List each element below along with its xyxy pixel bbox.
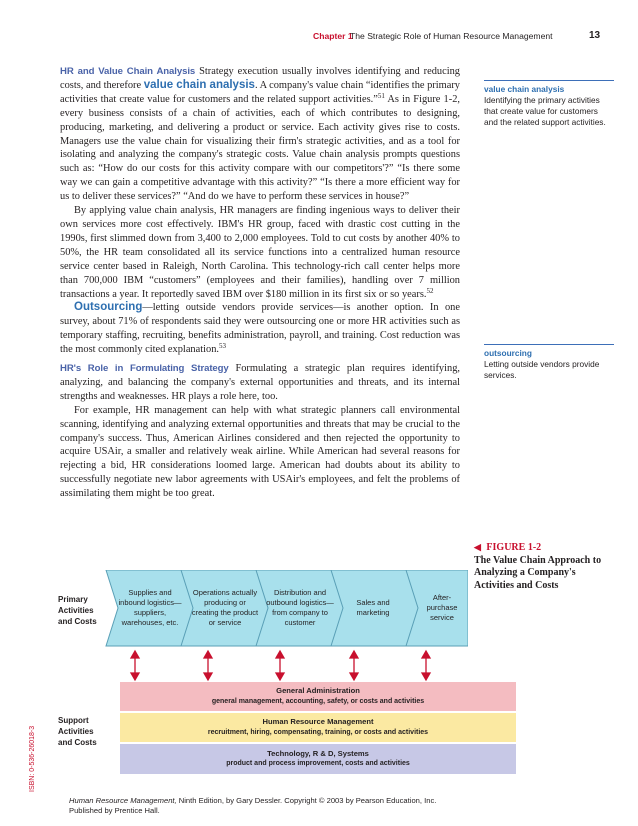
activity-sales: Sales and marketing (356, 598, 390, 617)
figure-caption (474, 541, 614, 592)
activity-operations: Operations actually producing or creating the product or service (191, 588, 259, 627)
glossary-entry-value-chain-analysis (484, 80, 614, 128)
support-title: Technology, R & D, Systems (267, 748, 369, 758)
text-run: Strategy execution usually involves identifying and reducing costs, and therefore (60, 66, 460, 91)
key-term-outsourcing: Outsourcing (74, 301, 143, 314)
support-general-administration (120, 682, 516, 711)
support-activities-label: Support Activities and Costs (58, 716, 97, 747)
activity-after-purchase: After-purchase service (426, 593, 458, 622)
footer-book-title: Human Resource Management, (69, 796, 177, 805)
glossary-term: outsourcing (484, 348, 532, 358)
footnote-ref: 53 (219, 342, 227, 351)
text-run: —letting outside vendors provide services—is another option. In one survey, about 71% of respondents said they were outsourcing one or more HR activities such as temporary staffing, recruiting, benefits administration, payroll, and training. Cost reduction was the most commonly cited explanation. (60, 302, 460, 356)
footer-citation: Ninth Edition, by Gary Dessler. Copyright © 2003 by Pearson Education, Inc. (178, 796, 437, 805)
chapter-label: Chapter 1 (313, 31, 353, 41)
glossary-definition: Identifying the primary activities that create value for customers and the related support activities. (484, 95, 606, 127)
running-head (0, 31, 638, 45)
text-run: As in Figure 1-2, every business consists of a chain of activities, each of which contributes to designing, producing, marketing, and delivering a product or service. Each activity gives rise to costs. Managers use the value chain for visualizing their firm's strategic activities, and as a tool for isolating and analyzing the company's strategic costs. Value chain analysis prompts questions such as: “How do our costs for this activity compare with our competitors'?” “Is there some way we can gain a competitive advantage with this activity?” “Is there a more efficient way for us to deliver these services?” “And do we have to perform these services in house?” (60, 93, 460, 203)
paragraph (60, 301, 460, 357)
support-detail: general management, accounting, safety, or costs and activities (211, 697, 425, 705)
paragraph (60, 362, 460, 404)
support-detail: product and process improvement, costs and activities (226, 760, 410, 767)
activity-supplies: Supplies and inbound logistics— suppliers, warehouses, etc. (118, 588, 182, 627)
text-run: By applying value chain analysis, HR managers are finding ingenious ways to deliver their own services more cost effectively. IBM's HR group, faced with drastic cost cutting in the 1990s, first slimmed down from 3,400 to 2,000 employees. Told to cut costs by another 40% to 50%, the HR team consolidated all its service functions into a centralized human resource service center based in Raleigh, North Carolina. This technology-rich call center helps more than 700,000 IBM “customers” (employees and their families), handling over 7 million transactions a year. It reportedly saved IBM over $180 million in its first six or so years. (60, 205, 460, 300)
glossary-definition: Letting outside vendors provide services. (484, 359, 600, 380)
support-technology (120, 744, 516, 774)
figure-title: The Value Chain Approach to Analyzing a Company's Activities and Costs (474, 554, 602, 591)
primary-activities-label: Primary Activities and Costs (58, 595, 97, 626)
support-title: Human Resource Management (262, 717, 374, 726)
caption-arrow-icon: ◀ (474, 542, 481, 552)
page-number: 13 (589, 30, 601, 41)
support-title: General Administration (276, 686, 360, 695)
text-run: Formulating a strategic plan requires identifying, analyzing, and balancing the company's external opportunities and threats, and its internal strengths and weaknesses. HR plays a role here, too. (60, 363, 461, 402)
paragraph (60, 204, 460, 301)
footnote-ref: 52 (426, 286, 434, 295)
footnote-ref: 51 (377, 91, 385, 100)
paragraph (60, 65, 460, 204)
text-run: . A company's value chain “identifies the primary activities that create value for customers and the related support activities.” (60, 79, 460, 105)
main-text (60, 65, 460, 501)
activity-distribution: Distribution and outbound logistics— from company to customer (266, 588, 334, 627)
section-heading-strategy: HR's Role in Formulating Strategy (60, 363, 229, 375)
chapter-title: The Strategic Role of Human Resource Management (350, 31, 553, 41)
support-detail: recruitment, hiring, compensating, training, or costs and activities (207, 728, 429, 736)
footer (69, 796, 589, 816)
text-run: For example, HR management can help with what strategic planners call environmental scanning, identifying and analyzing external opportunities and threats that may be crucial to the company's success. Thus, American Airlines considered and then rejected the opportunity to acquire USAir, a smaller and relatively weak airline. While American had several reasons for rejecting a bid, HR considerations loomed large. American had doubts about its ability to successfully negotiate new labor agreements with USAir's employees, and felt the problems of assimilating them might be too great. (60, 404, 460, 500)
support-human-resource-management (120, 713, 516, 742)
isbn-label: ISBN: 0-536-26018-3 (29, 725, 36, 792)
key-term-value-chain-analysis: value chain analysis (143, 78, 255, 91)
glossary-term: value chain analysis (484, 84, 565, 94)
figure-label: FIGURE 1-2 (486, 542, 542, 553)
paragraph (60, 404, 460, 501)
value-chain-diagram (58, 570, 468, 780)
footer-publisher: Published by Prentice Hall. (69, 806, 160, 815)
glossary-entry-outsourcing (484, 344, 614, 381)
connector-arrows (131, 651, 430, 680)
section-heading-value-chain: HR and Value Chain Analysis (60, 66, 196, 77)
